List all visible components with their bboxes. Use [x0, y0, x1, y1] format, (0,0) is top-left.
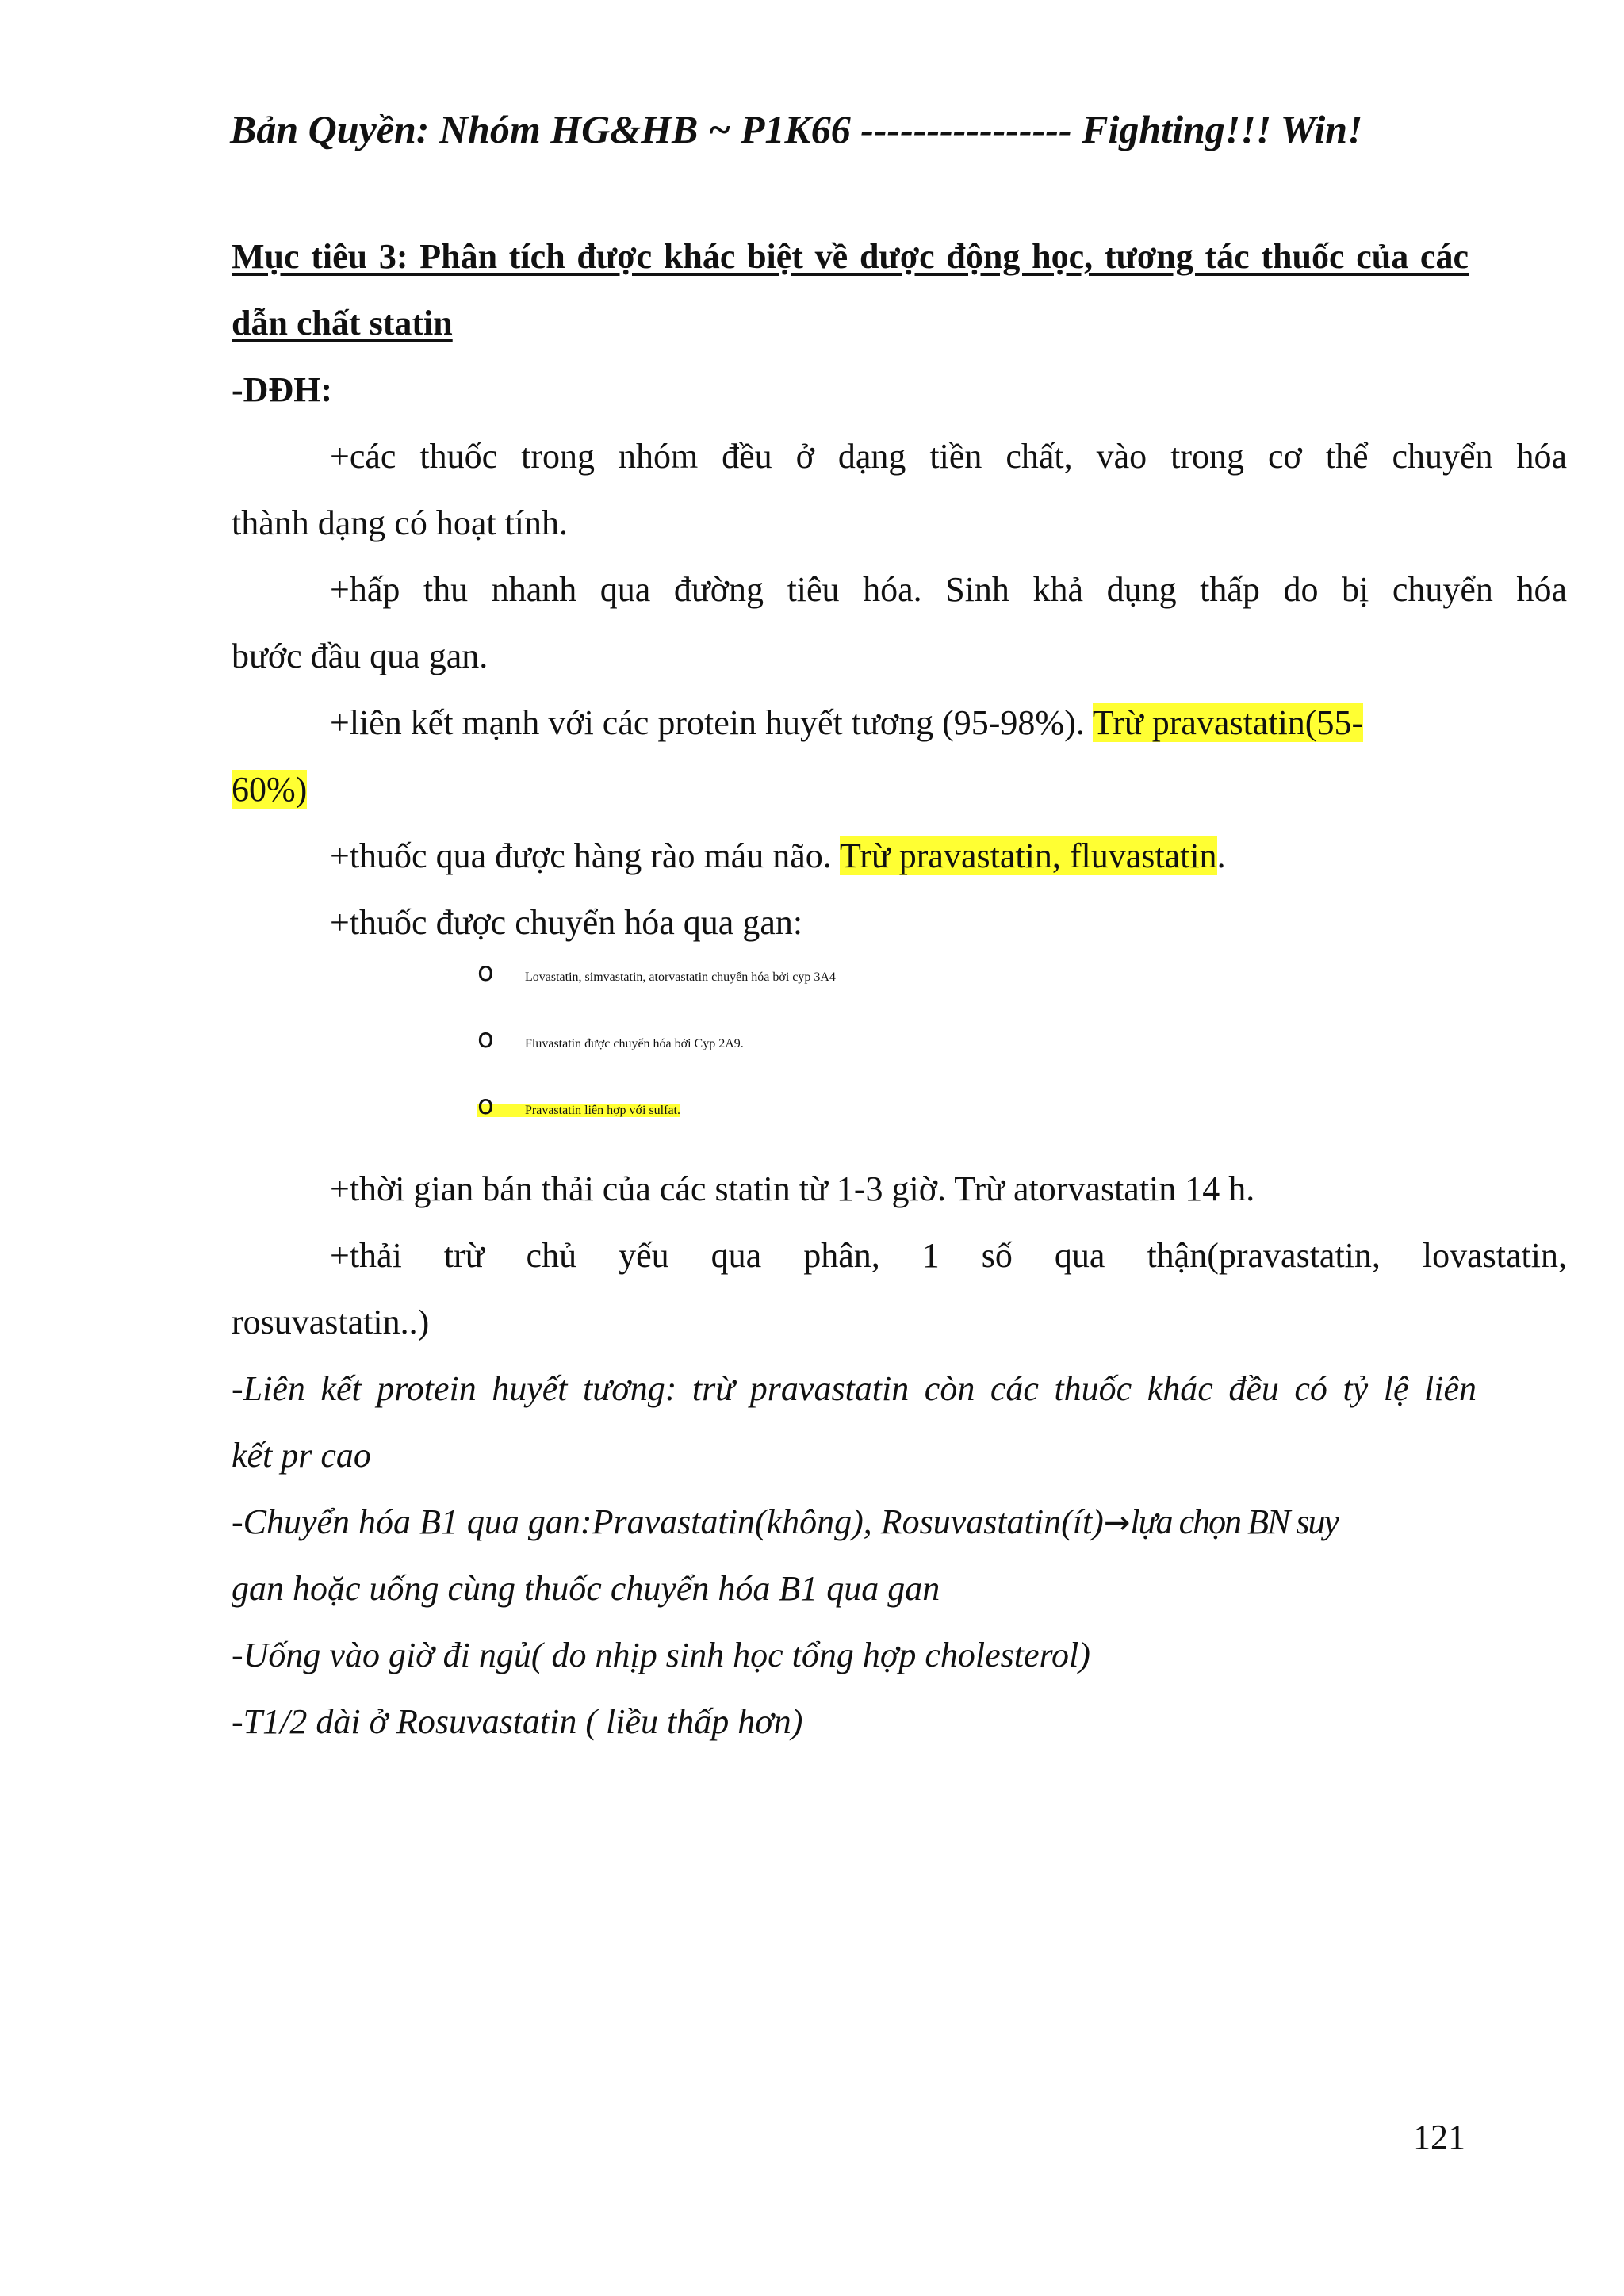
- highlight-pravastatin-percent: 60%): [232, 770, 308, 809]
- protein-binding-text: +liên kết mạnh với các protein huyết tương (95-98%).: [330, 703, 1093, 742]
- note-metabolism-line1: [232, 1489, 1477, 1556]
- bullet-item-highlighted: [477, 1089, 680, 1156]
- highlight-bbb-exception: Trừ pravastatin, fluvastatin: [839, 836, 1217, 875]
- section-title: Mục tiêu 3: Phân tích được khác biệt về dược động học, tương tác thuốc của các dẫn chất statin: [232, 237, 1469, 342]
- point-hepatic-metabolism: +thuốc được chuyển hóa qua gan:: [330, 903, 803, 942]
- point-absorption-line1: +hấp thu nhanh qua đường tiêu hóa. Sinh khả dụng thấp do bị chuyển hóa: [330, 570, 1567, 609]
- point-protein-binding-line2: [232, 756, 1469, 823]
- bullet-item: [477, 956, 836, 1023]
- page-header: Bản Quyền: Nhóm HG&HB ~ P1K66 ---------------- Fighting!!! Win!: [230, 107, 1363, 151]
- bullet-marker: o: [477, 1089, 494, 1121]
- note-metabolism-text: -Chuyển hóa B1 qua gan:Pravastatin(không), Rosuvastatin(ít): [232, 1502, 1104, 1541]
- arrow-right-icon: →: [1103, 1505, 1131, 1541]
- blood-brain-period: .: [1216, 836, 1226, 875]
- point-elimination-line2: rosuvastatin..): [232, 1303, 430, 1341]
- bullet-text: Fluvastatin được chuyển hóa bởi Cyp 2A9.: [525, 1037, 744, 1050]
- bullet-item: [477, 1023, 744, 1089]
- bullet-marker: o: [477, 1023, 494, 1054]
- note-half-life: -T1/2 dài ở Rosuvastatin ( liều thấp hơn): [232, 1702, 803, 1741]
- highlight-pravastatin-exception: Trừ pravastatin(55-: [1092, 703, 1364, 742]
- point-half-life: +thời gian bán thải của các statin từ 1-3 giờ. Trừ atorvastatin 14 h.: [330, 1169, 1255, 1208]
- point-elimination-line1: +thải trừ chủ yếu qua phân, 1 số qua thận(pravastatin, lovastatin,: [330, 1236, 1567, 1275]
- ddh-label: -DĐH:: [232, 370, 333, 409]
- bullet-text: Pravastatin liên hợp với sulfat.: [525, 1104, 680, 1117]
- note-bedtime: -Uống vào giờ đi ngủ( do nhịp sinh học tổng hợp cholesterol): [232, 1636, 1090, 1674]
- point-blood-brain: [232, 823, 1567, 890]
- bullet-text: Lovastatin, simvastatin, atorvastatin chuyển hóa bởi cyp 3A4: [525, 970, 836, 984]
- bullet-marker: o: [477, 956, 494, 988]
- point-protein-binding: [232, 690, 1567, 756]
- highlight-sulfat: [477, 1089, 680, 1121]
- point-prodrug-line1: +các thuốc trong nhóm đều ở dạng tiền chất, vào trong cơ thể chuyển hóa: [330, 437, 1567, 476]
- point-prodrug-line2: thành dạng có hoạt tính.: [232, 503, 569, 542]
- note-metabolism-line2: gan hoặc uống cùng thuốc chuyển hóa B1 qua gan: [232, 1569, 940, 1608]
- point-absorption-line2: bước đầu qua gan.: [232, 637, 488, 675]
- page-number: 121: [1413, 2118, 1465, 2156]
- blood-brain-text: +thuốc qua được hàng rào máu não.: [330, 836, 840, 875]
- note-metabolism-choice: lựa chọn BN suy: [1130, 1502, 1338, 1541]
- note-protein-line2: kết pr cao: [232, 1436, 371, 1475]
- note-protein-line1: -Liên kết protein huyết tương: trừ pravastatin còn các thuốc khác đều có tỷ lệ liên: [232, 1369, 1477, 1408]
